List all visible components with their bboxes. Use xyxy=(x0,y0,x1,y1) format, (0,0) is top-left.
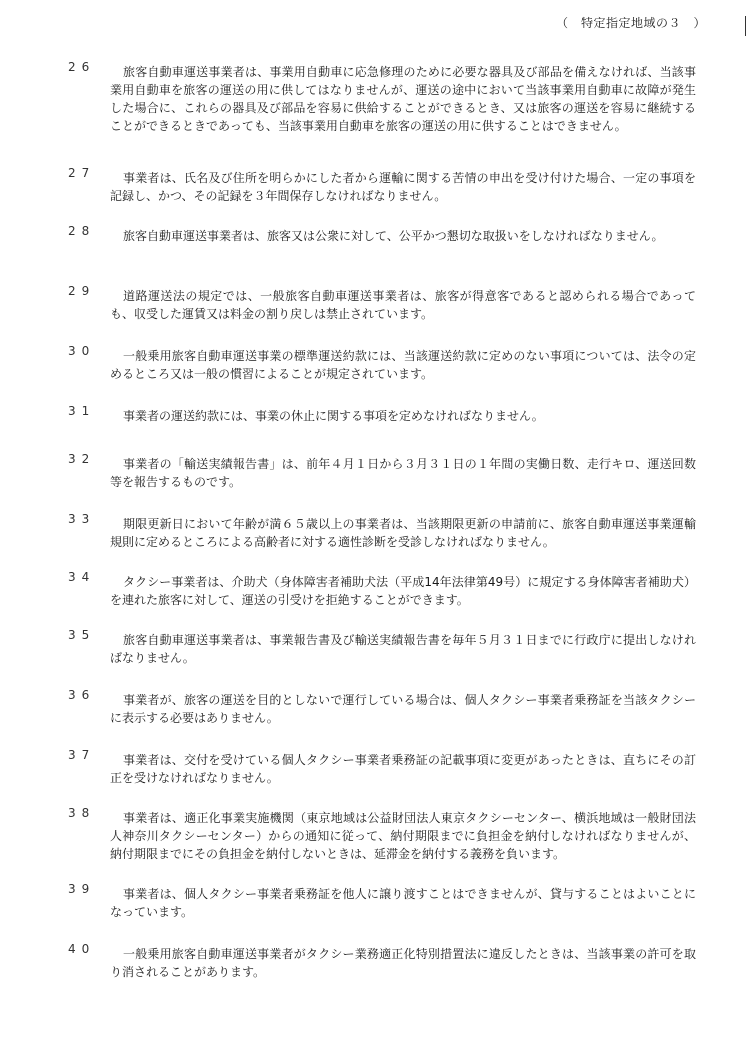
question-number: 27 xyxy=(68,166,96,180)
question-text: 事業者は、交付を受けている個人タクシー事業者乗務証の記載事項に変更があったときは、直ちにその訂正を受けなければなりません。 xyxy=(110,753,696,785)
question-text: 事業者の「輸送実績報告書」は、前年４月１日から３月３１日の１年間の実働日数、走行キロ、運送回数等を報告するものです。 xyxy=(110,457,696,489)
question-text: 期限更新日において年齢が満６５歳以上の事業者は、当該期限更新の申請前に、旅客自動車運送事業運輸規則に定めるところによる高齢者に対する適性診断を受診しなければなりません。 xyxy=(110,517,696,549)
question-number: 31 xyxy=(68,404,96,418)
question-text: 旅客自動車運送事業者は、事業用自動車に応急修理のために必要な器具及び部品を備えなければ、当該事業用自動車を旅客の運送の用に供してはなりませんが、運送の途中において当該事業用自動車に故障が発生した場合に、これらの器具及び部品を容易に供給することができるとき、又は旅客の運送を容易に継続することができるときであっても、当該事業用自動車を旅客の運送の用に供することはできません。 xyxy=(110,65,696,133)
question-number: 34 xyxy=(68,570,96,584)
question-text: 旅客自動車運送事業者は、旅客又は公衆に対して、公平かつ懇切な取扱いをしなければなりません。 xyxy=(123,229,664,243)
question-number: 39 xyxy=(68,882,96,896)
question-number: 30 xyxy=(68,344,96,358)
question-text: 一般乗用旅客自動車運送事業者がタクシー業務適正化特別措置法に違反したときは、当該事業の許可を取り消されることがあります。 xyxy=(110,947,696,979)
question-number: 26 xyxy=(68,60,96,74)
question-number: 33 xyxy=(68,512,96,526)
question-number: 35 xyxy=(68,628,96,642)
question-text: タクシー事業者は、介助犬（身体障害者補助犬法（平成14年法律第49号）に規定する身体障害者補助犬）を連れた旅客に対して、運送の引受けを拒絶することができます。 xyxy=(110,575,696,607)
question-number: 29 xyxy=(68,284,96,298)
question-number: 38 xyxy=(68,806,96,820)
question-text: 事業者は、個人タクシー事業者乗務証を他人に譲り渡すことはできませんが、貸与することはよいことになっています。 xyxy=(110,887,696,919)
question-text: 事業者が、旅客の運送を目的としないで運行している場合は、個人タクシー事業者乗務証を当該タクシーに表示する必要はありません。 xyxy=(110,693,696,725)
question-number: 28 xyxy=(68,224,96,238)
question-number: 37 xyxy=(68,748,96,762)
question-text: 事業者は、適正化事業実施機関（東京地域は公益財団法人東京タクシーセンター、横浜地域は一般財団法人神奈川タクシーセンター）からの通知に従って、納付期限までに負担金を納付しなければなりませんが、納付期限までにその負担金を納付しないときは、延滞金を納付する義務を負います。 xyxy=(110,811,696,861)
question-text: 事業者は、氏名及び住所を明らかにした者から運輸に関する苦情の申出を受け付けた場合、一定の事項を記録し、かつ、その記録を３年間保存しなければなりません。 xyxy=(110,171,696,203)
question-text: 道路運送法の規定では、一般旅客自動車運送事業者は、旅客が得意客であると認められる場合であっても、収受した運賃又は料金の割り戻しは禁止されています。 xyxy=(110,289,696,321)
question-number: 32 xyxy=(68,452,96,466)
question-number: 36 xyxy=(68,688,96,702)
question-text: 一般乗用旅客自動車運送事業の標準運送約款には、当該運送約款に定めのない事項については、法令の定めるところ又は一般の慣習によることが規定されています。 xyxy=(110,349,696,381)
page-header-label: （ 特定指定地域の３ ） xyxy=(556,16,707,30)
question-text: 事業者の運送約款には、事業の休止に関する事項を定めなければなりません。 xyxy=(123,409,544,423)
question-number: 40 xyxy=(68,942,96,956)
question-text: 旅客自動車運送事業者は、事業報告書及び輸送実績報告書を毎年５月３１日までに行政庁に提出しなければなりません。 xyxy=(110,633,696,665)
